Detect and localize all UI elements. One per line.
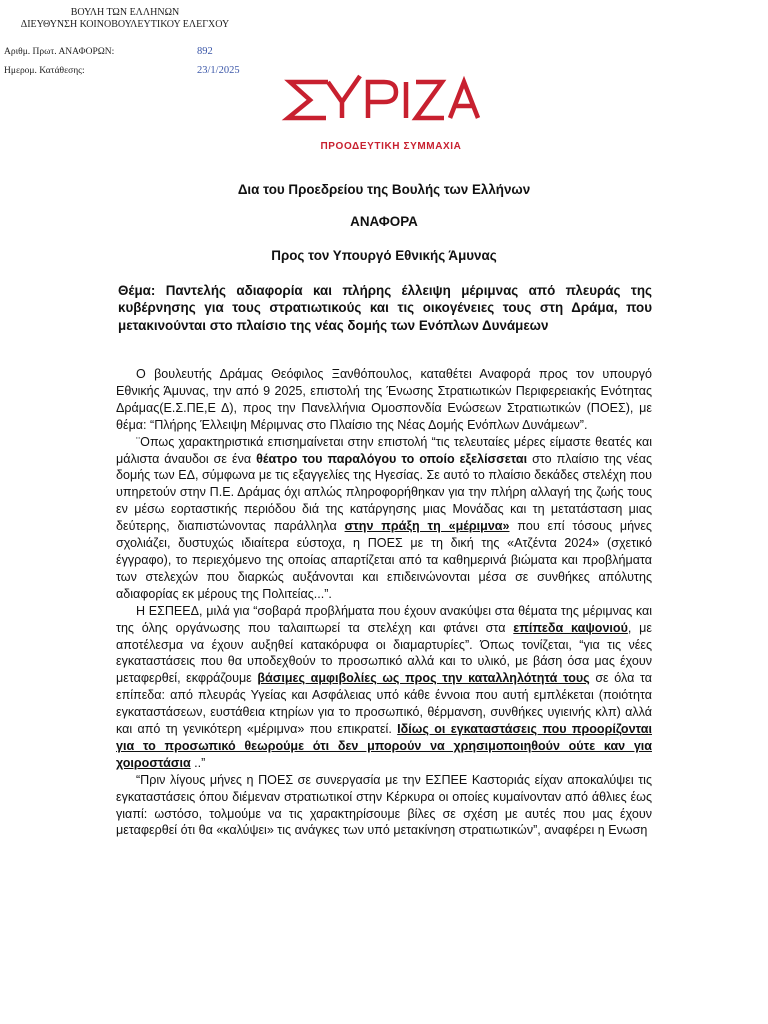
text-run: σε όλα τα επίπεδα: από πλευράς Υγείας και Ασφάλειας υπό κάθε έννοια που αυτή εμπλέκεται (ποιότητα εγκαταστάσεων, ευστάθεια κτηρίων για το προσωπικό, θέρμανση, συνθήκες υγιεινής κλπ) αλλά και από τη γενικότερη «μέριμνα» που επικρατεί. bbox=[116, 671, 652, 737]
logo-tagline: ΠΡΟΟΔΕΥΤΙΚΗ ΣΥΜΜΑΧΙΑ bbox=[320, 141, 462, 152]
date-label: Ημερομ. Κατάθεσης: bbox=[4, 66, 85, 76]
underlined-emphasis: στην πράξη τη «μέριμνα» bbox=[344, 519, 510, 534]
underlined-emphasis: επίπεδα καψονιού bbox=[513, 620, 628, 635]
date-value: 23/1/2025 bbox=[197, 65, 240, 76]
text-run: στο πλαίσιο της νέας δομής των ΕΔ, σύμφωνα με τις εξαγγελίες της Ηγεσίας. Σε αυτό το πλαίσιο δεκάδες στελέχη που υπηρετούν στην Π.Ε. Δράμας όχι απλώς πληροφορήθηκαν για την πλήρη αλλαγή της ζωής τους εν μέσω εορταστικής περιόδου διά της κατάργησης μιας Μονάδας και τη μετατάσταση μιας δεύτερης, διαπιστώνοντας παράλληλα bbox=[116, 451, 652, 534]
parliament-name: ΒΟΥΛΗ ΤΩΝ ΕΛΛΗΝΩΝ bbox=[70, 7, 180, 18]
syriza-logo bbox=[276, 58, 506, 168]
protocol-number: 892 bbox=[197, 46, 213, 57]
underlined-emphasis: Ιδίως οι εγκαταστάσεις που προορίζονται για το προσωπικό θεωρούμε ότι δεν μπορούν να χρησιμοποιηθούν ούτε καν για χοιροστάσια bbox=[116, 722, 652, 770]
subject: Θέμα: Παντελής αδιαφορία και πλήρης έλλειψη μέριμνας από πλευράς της κυβέρνησης για τους στρατιωτικούς και τις οικογένειες τους στη Δράμα, που μετακινούνται στο πλαίσιο της νέας δομής των Ενόπλων Δυνάμεων bbox=[118, 283, 652, 333]
recipient: Προς τον Υπουργό Εθνικής Άμυνας bbox=[271, 248, 497, 263]
underlined-emphasis: βάσιμες αμφιβολίες ως προς την καταλληλότητά τους bbox=[257, 671, 590, 686]
paragraph-2 bbox=[116, 434, 652, 603]
syriza-logo-graphic bbox=[276, 58, 506, 168]
document-body bbox=[116, 366, 652, 839]
emphasis-text: θέατρο του παραλόγου το οποίο εξελίσσεται bbox=[256, 451, 528, 466]
document-type: ΑΝΑΦΟΡΑ bbox=[350, 214, 418, 229]
protocol-label: Αριθμ. Πρωτ. ΑΝΑΦΟΡΩΝ: bbox=[4, 47, 115, 57]
paragraph-4: “Πριν λίγους μήνες η ΠΟΕΣ σε συνεργασία με την ΕΣΠΕΕ Καστοριάς είχαν αποκαλύψει τις εγκαταστάσεις όπου διέμεναν στρατιωτικοί στην Κέρκυρα οι οποίες κυμαίνονταν από άθλιες έως γιαπί: ωστόσο, τολμούμε να τις χαρακτηρίσουμε βίλες σε σχέση με αυτές που μας έχουν μεταφερθεί ότι θα «καλύψει» τις ανάγκες των υπό μετακίνηση στρατιωτικών”, αναφέρει η Ενωση bbox=[116, 772, 652, 838]
text-run: ..” bbox=[190, 755, 206, 770]
addressed-via: Δια του Προεδρείου της Βουλής των Ελλήνων bbox=[237, 182, 531, 197]
paragraph-1: Ο βουλευτής Δράμας Θεόφιλος Ξανθόπουλος, καταθέτει Αναφορά προς τον υπουργό Εθνικής Άμυνας, την από 9 2025, επιστολή της Ένωσης Στρατιωτικών Περιφερειακής Ενότητας Δράμας(Ε.Σ.ΠΕ,Ε Δ), προς την Πανελλήνια Ομοσπονδία Ενώσεων Στρατιωτικών (ΠΟΕΣ), με θέμα: “Πλήρης Έλλειψη Μέριμνας στο Πλαίσιο της Νέας Δομής Ενόπλων Δυνάμεων”. bbox=[116, 367, 652, 432]
directorate-name: ΔΙΕΥΘΥΝΣΗ ΚΟΙΝΟΒΟΥΛΕΥΤΙΚΟΥ ΕΛΕΓΧΟΥ bbox=[20, 19, 230, 30]
text-run: ¨Οπως χαρακτηριστικά επισημαίνεται στην επιστολή “τις τελευταίες μέρες είμαστε θεατές και μάλιστα άναυδοι σε ένα bbox=[116, 434, 652, 466]
text-run: Η ΕΣΠΕΕΔ, μιλά για “σοβαρά προβλήματα που έχουν ανακύψει στα θέματα της μέριμνας και της όλης οργάνωσης που ταλαιπωρεί τα στελέχη και φτάνει στα bbox=[116, 603, 652, 635]
text-run: που επί τόσους μήνες σχολιάζει, δυστυχώς ιδιαίτερα εύστοχα, η ΠΟΕΣ με τη δική της «Ατζέντα 2024» (σχετικό έγγραφο), το περιεχόμενο της οποίας απαρτίζεται από τα καθημερινά βιώματα και προβλήματα των στελεχών που διαρκώς αυξάνονται και επιδεινώνονται μέσα σε συνθήκες απόλυτης αδιαφορίας εκ μέρους της Πολιτείας...”. bbox=[116, 519, 652, 601]
text-run: , με αποτέλεσμα να έχουν αυξηθεί κατακόρυφα οι διαμαρτυρίες”. Όπως τονίζεται, “για τις νέες εγκαταστάσεις που θα υποδεχθούν το προσωπικό αλλά και το υλικό, με βάση όσα μας έχουν μεταφερθεί, εκφράζουμε bbox=[116, 620, 653, 686]
paragraph-3 bbox=[116, 603, 652, 772]
parliament-header bbox=[0, 7, 250, 31]
